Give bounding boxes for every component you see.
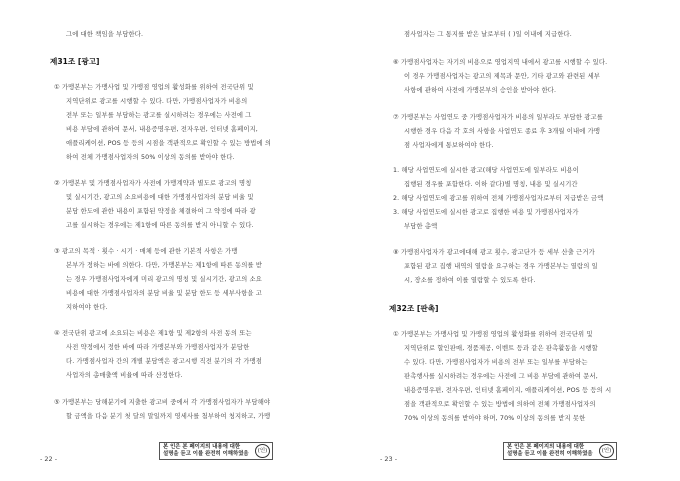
text-line: ① 가맹본부는 가맹사업 및 가맹점 영업의 활성화를 위하여 전국단위 및 bbox=[393, 331, 593, 338]
right-page bbox=[340, 0, 680, 481]
list-item: 집행된 경우를 포함한다. 이하 같다)별 명칭, 내용 및 실시기간 bbox=[404, 181, 578, 188]
stamp-text-line: 본 인은 본 페이지의 내용에 대한 bbox=[163, 444, 241, 450]
text-line: 는 경우 가맹점사업자에게 미리 광고의 명칭 및 실시기간, 광고의 소요 bbox=[66, 276, 263, 283]
text-line: 판촉행사를 실시하려는 경우에는 사전에 그 비용 부담에 관하여 문서, bbox=[404, 373, 598, 380]
text-line: ⑤ 가맹본부는 당해분기에 지출한 광고비 중에서 각 가맹점사업자가 부담해야 bbox=[54, 399, 271, 406]
text-line: 포함된 광고 집행 내역의 열람을 요구하는 경우 가맹본부는 열람의 일 bbox=[404, 263, 598, 270]
text-line: 할 금액을 다음 분기 첫 달의 말일까지 영세사를 첨부하여 청지하고, 가맹 bbox=[66, 413, 271, 420]
stamp-text-line: 설명을 듣고 이를 완전히 이해하였음 bbox=[507, 451, 593, 457]
text-line: 애플리케이션, POS 등 등의 시점을 객관적으로 확인할 수 있는 방법에 의 bbox=[66, 140, 272, 147]
list-item: 3. 해당 사업연도에 실시한 광고로 집행한 비용 및 가맹점사업자가 bbox=[393, 209, 579, 216]
text-line: ⑧ 가맹점사업자가 광고에대해 광고 횟수, 광고단가 등 세부 산출 근거가 bbox=[393, 249, 595, 256]
text-line: 사항에 관하여 사전에 가맹본부의 승인을 받아야 한다. bbox=[404, 87, 557, 94]
text-line: 및 실시기간, 광고의 소요비용에 대한 가맹점사업자의 분담 비율 및 bbox=[66, 194, 254, 201]
top-line: 그에 대한 책임을 부담한다. bbox=[66, 31, 144, 38]
text-line: 지역단위로 광고를 시행할 수 있다. 다만, 가맹점사업자가 비용의 bbox=[66, 98, 248, 105]
stamp-text bbox=[163, 444, 249, 458]
text-line: 점 사업자에게 통보하여야 한다. bbox=[404, 142, 494, 149]
page-number: - 22 - bbox=[40, 455, 58, 463]
page-number: - 23 - bbox=[380, 455, 398, 463]
stamp-text-line: 설명을 듣고 이를 완전히 이해하였음 bbox=[163, 451, 249, 457]
text-line: ① 가맹본부는 가맹사업 및 가맹점 영업의 활성화를 위하여 전국단위 및 bbox=[54, 84, 254, 91]
text-line: ③ 광고의 목적 · 횟수 · 시기 · 매체 등에 관한 기본적 사항은 가맹 bbox=[54, 248, 238, 255]
text-line: 수 있다. 다만, 가맹점사업자가 비용의 전부 또는 일부를 부담하는 bbox=[404, 359, 588, 366]
text-line: 하여 전체 가맹점사업자의 50% 이상의 동의를 받아야 한다. bbox=[66, 154, 235, 161]
top-line: 점사업자는 그 통지를 받은 날로부터 ( )일 이내에 지급한다. bbox=[404, 31, 572, 38]
text-line: 점을 객관적으로 확인할 수 있는 방법에 의하여 전체 가맹점사업자의 bbox=[404, 401, 596, 408]
text-line: 분담 한도에 관한 내용이 포함된 약정을 체결하여 그 약정에 따라 광 bbox=[66, 208, 256, 215]
stamp-text-line: 본 인은 본 페이지의 내용에 대한 bbox=[507, 444, 585, 450]
confirmation-stamp bbox=[159, 442, 273, 460]
signature-seal: (인) bbox=[255, 444, 270, 458]
list-item: 부담한 총액 bbox=[404, 223, 438, 230]
text-line: 시, 장소를 정하여 이를 열람할 수 있도록 한다. bbox=[404, 277, 536, 284]
list-item: 1. 해당 사업연도에 실시한 광고(해당 사업연도에 일부라도 비용이 bbox=[393, 167, 580, 174]
text-line: 전부 또는 일부를 부담하는 광고를 실시하려는 경우에는 사전에 그 bbox=[66, 112, 252, 119]
text-line: 본부가 정하는 바에 의한다. 다만, 가맹본부는 제1항에 따른 동의를 받 bbox=[66, 262, 263, 269]
stamp-text bbox=[507, 444, 593, 458]
text-line: 사업자의 총매출액 비율에 따라 산정한다. bbox=[66, 372, 183, 379]
text-line: 비용에 대한 가맹점사업자의 분담 비율 및 분담 한도 등 세부사항을 고 bbox=[66, 290, 263, 297]
confirmation-stamp bbox=[503, 442, 617, 460]
text-line: ⑥ 가맹점사업자는 자기의 비용으로 영업지역 내에서 광고를 시행할 수 있다. bbox=[393, 59, 608, 66]
signature-seal: (인) bbox=[599, 444, 614, 458]
text-line: 비용 부담에 관하여 문서, 내용증명우편, 전자우편, 인터넷 홈페이지, bbox=[66, 126, 258, 133]
text-line: 시행한 경우 다음 각 호의 사항을 사업연도 종료 후 3개월 이내에 가맹 bbox=[404, 128, 601, 135]
article-32-title: 제32조 [판촉] bbox=[389, 304, 439, 313]
text-line: 이 경우 가맹점사업자는 광고의 제목과 문안, 기타 광고와 관련된 세부 bbox=[404, 73, 601, 80]
text-line: ② 가맹본부 및 가맹점사업자가 사전에 가맹계약과 별도로 광고의 명칭 bbox=[54, 180, 252, 187]
text-line: ⑦ 가맹본부는 사업연도 중 가맹점사업자가 비용의 일부라도 부담한 광고를 bbox=[393, 114, 603, 121]
text-line: 지하여야 한다. bbox=[66, 304, 108, 311]
text-line: 다. 가맹점사업자 간의 개별 분담액은 광고시행 직전 분기의 각 가맹점 bbox=[66, 358, 263, 365]
text-line: 70% 이상의 동의를 받아야 하며, 70% 이상의 동의를 받지 못한 bbox=[404, 415, 586, 422]
text-line: 내용증명우편, 전자우편, 인터넷 홈페이지, 애플리케이션, POS 등 등의 시 bbox=[404, 387, 612, 394]
text-line: 고를 실시하는 경우에는 제1항에 따른 동의를 받지 아니할 수 있다. bbox=[66, 222, 254, 229]
text-line: ④ 전국단위 광고에 소요되는 비용은 제1항 및 제2항의 사전 동의 또는 bbox=[54, 330, 252, 337]
article-31-title: 제31조 [광고] bbox=[50, 57, 100, 66]
text-line: 사전 약정에서 정한 바에 따라 가맹본부와 가맹점사업자가 분담한 bbox=[66, 344, 250, 351]
list-item: 2. 해당 사업연도에 광고를 위하여 전체 가맹점사업자로부터 지급받은 금액 bbox=[393, 195, 604, 202]
text-line: 지역단위로 할인판매, 경품제공, 이벤트 등과 같은 판촉활동을 시행할 bbox=[404, 345, 598, 352]
